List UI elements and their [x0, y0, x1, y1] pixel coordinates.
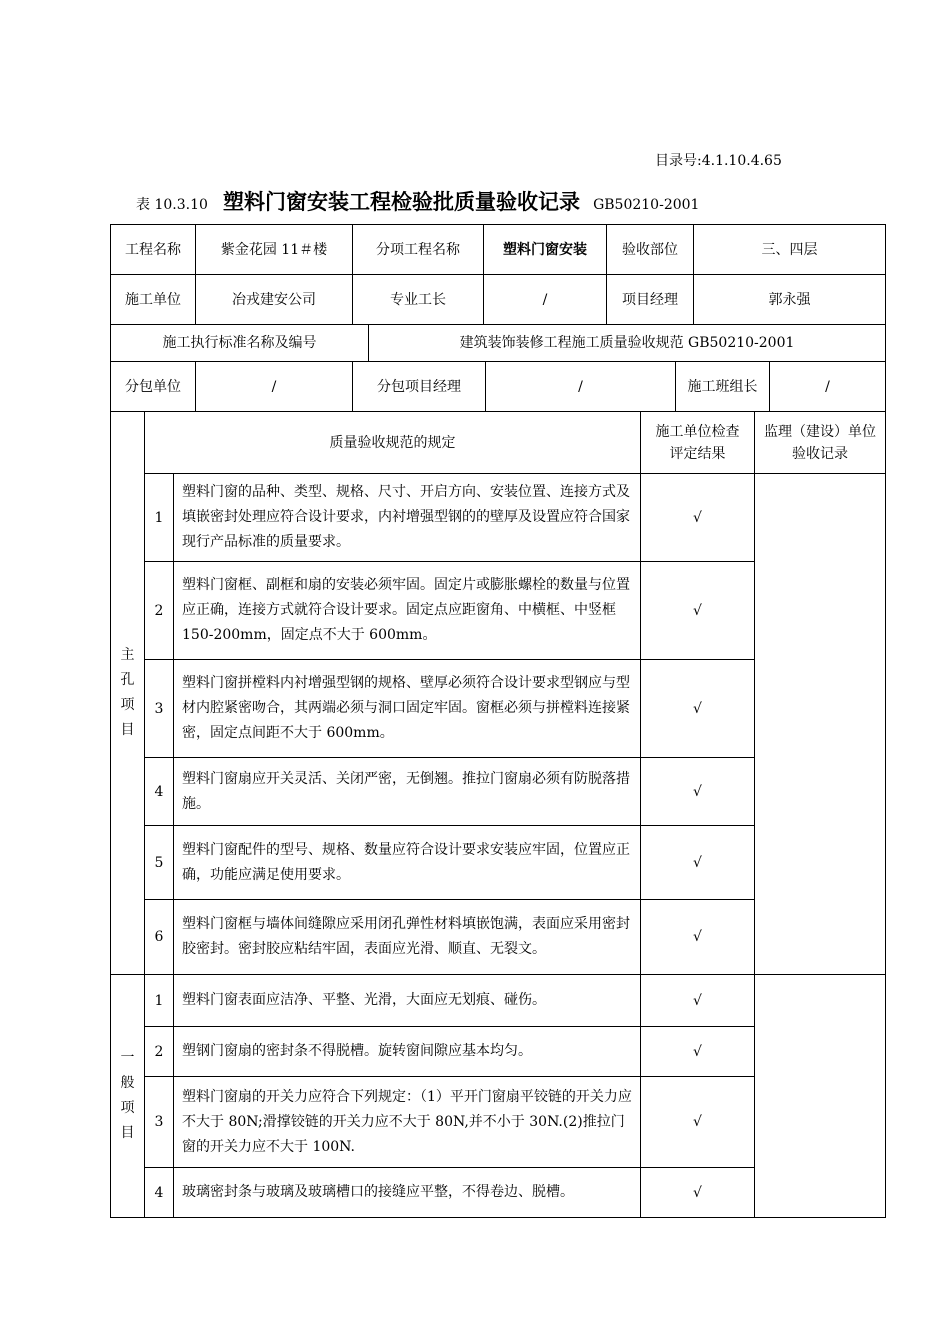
catalog-number: 目录号:4.1.10.4.65	[655, 153, 782, 169]
sub-unit-value: /	[196, 362, 353, 412]
sub-unit-label: 分包单位	[111, 362, 196, 412]
subitem-value: 塑料门窗安装	[484, 225, 607, 275]
check-result: √	[641, 660, 755, 758]
row-number: 5	[145, 826, 174, 900]
requirement-text: 塑料门窗扇的开关力应符合下列规定：（1）平开门窗扇平铰链的开关力应不大于 80N;滑撑铰链的开关力应不大于 80N,并不小于 30N.(2)推拉门窗的开关力应不大于 100N.	[174, 1077, 641, 1168]
main-items-label: 主孔项目	[111, 412, 145, 975]
check-result: √	[641, 975, 755, 1027]
check-result: √	[641, 758, 755, 826]
construction-unit-value: 冶戎建安公司	[196, 275, 353, 325]
supervision-record-main	[755, 474, 886, 975]
title-standard: GB50210-2001	[593, 197, 700, 213]
self-check-header: 施工单位检查评定结果	[641, 412, 755, 474]
subitem-label: 分项工程名称	[353, 225, 484, 275]
row-number: 1	[145, 474, 174, 562]
project-name-label: 工程名称	[111, 225, 196, 275]
row-number: 2	[145, 1027, 174, 1077]
foreman-label: 专业工长	[353, 275, 484, 325]
sub-pm-value: /	[486, 362, 676, 412]
header-table-1	[110, 224, 886, 325]
check-result: √	[641, 1168, 755, 1218]
check-result: √	[641, 1027, 755, 1077]
project-name: 紫金花园 11＃楼	[196, 225, 353, 275]
table-row	[111, 474, 886, 562]
check-result: √	[641, 562, 755, 660]
requirement-text: 塑料门窗配件的型号、规格、数量应符合设计要求安装应牢固，位置应正确，功能应满足使用要求。	[174, 826, 641, 900]
requirement-text: 塑料门窗扇应开关灵活、关闭严密，无倒翘。推拉门窗扇必须有防脱落措施。	[174, 758, 641, 826]
standard-value: 建筑装饰装修工程施工质量验收规范 GB50210-2001	[369, 325, 886, 362]
row-number: 3	[145, 1077, 174, 1168]
foreman-value: /	[484, 275, 607, 325]
accept-part-label: 验收部位	[607, 225, 694, 275]
table-number: 表 10.3.10	[136, 197, 208, 213]
row-number: 1	[145, 975, 174, 1027]
check-result: √	[641, 900, 755, 975]
row-number: 2	[145, 562, 174, 660]
row-number: 4	[145, 1168, 174, 1218]
header-table-3	[110, 361, 886, 412]
requirement-text: 塑料门窗框与墙体间缝隙应采用闭孔弹性材料填嵌饱满，表面应采用密封胶密封。密封胶应粘结牢固，表面应光滑、顺直、无裂文。	[174, 900, 641, 975]
team-leader-value: /	[770, 362, 886, 412]
requirement-text: 塑料门窗框、副框和扇的安装必须牢固。固定片或膨胀螺栓的数量与位置应正确，连接方式就符合设计要求。固定点应距窗角、中横框、中竖框 150-200mm，固定点不大于 600mm。	[174, 562, 641, 660]
general-items-label: 一般项目	[111, 975, 145, 1218]
form-title	[136, 186, 836, 216]
spec-header: 质量验收规范的规定	[145, 412, 641, 474]
requirement-text: 塑料门窗的品种、类型、规格、尺寸、开启方向、安装位置、连接方式及填嵌密封处理应符合设计要求，内衬增强型钢的的壁厚及设置应符合国家现行产品标准的质量要求。	[174, 474, 641, 562]
sub-pm-label: 分包项目经理	[353, 362, 486, 412]
construction-unit-label: 施工单位	[111, 275, 196, 325]
check-result: √	[641, 474, 755, 562]
row-number: 4	[145, 758, 174, 826]
requirement-text: 塑钢门窗扇的密封条不得脱槽。旋转窗间隙应基本均匀。	[174, 1027, 641, 1077]
header-table-2	[110, 324, 886, 362]
row-number: 6	[145, 900, 174, 975]
row-number: 3	[145, 660, 174, 758]
supervision-record-general	[755, 975, 886, 1218]
pm-label: 项目经理	[607, 275, 694, 325]
check-result: √	[641, 826, 755, 900]
team-leader-label: 施工班组长	[676, 362, 770, 412]
table-row	[111, 975, 886, 1027]
inspection-table	[110, 411, 886, 1218]
accept-part-value: 三、四层	[694, 225, 886, 275]
supervision-header: 监理（建设）单位验收记录	[755, 412, 886, 474]
requirement-text: 玻璃密封条与玻璃及玻璃槽口的接缝应平整，不得卷边、脱槽。	[174, 1168, 641, 1218]
standard-label: 施工执行标准名称及编号	[111, 325, 369, 362]
requirement-text: 塑料门窗拼樘料内衬增强型钢的规格、壁厚必须符合设计要求型钢应与型材内腔紧密吻合，其两端必须与洞口固定牢固。窗框必须与拼樘料连接紧密，固定点间距不大于 600mm。	[174, 660, 641, 758]
pm-value: 郭永强	[694, 275, 886, 325]
requirement-text: 塑料门窗表面应洁净、平整、光滑，大面应无划痕、碰伤。	[174, 975, 641, 1027]
main-title: 塑料门窗安装工程检验批质量验收记录	[222, 190, 580, 214]
check-result: √	[641, 1077, 755, 1168]
